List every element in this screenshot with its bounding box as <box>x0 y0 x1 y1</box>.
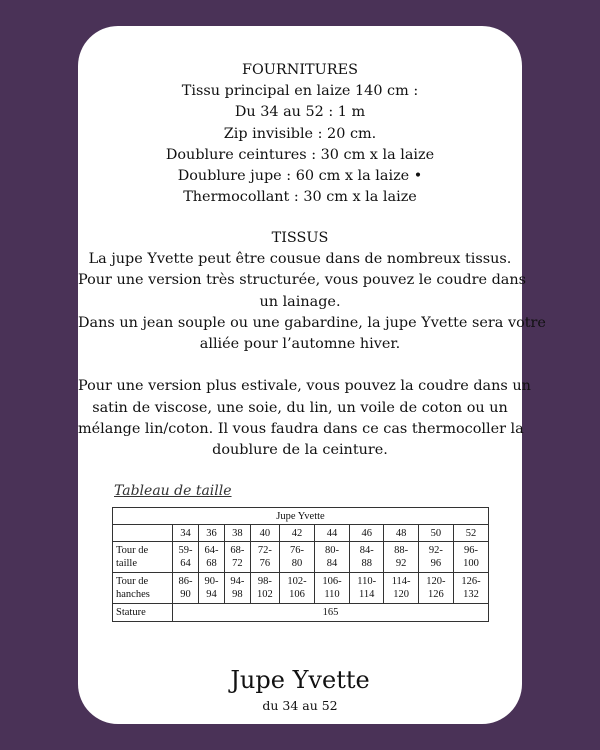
tissus-section <box>78 228 546 461</box>
fournitures-line: Doublure ceintures : 30 cm x la laize <box>165 146 435 163</box>
fournitures-heading: FOURNITURES <box>242 62 358 78</box>
size-cell: 46 <box>350 525 384 542</box>
measure-cell: 64- 68 <box>198 542 224 573</box>
measure-cell: 59- 64 <box>173 542 199 573</box>
tissus-line: satin de viscose, une soie, du lin, un voile de coton ou un <box>92 399 508 416</box>
fournitures-line: Du 34 au 52 : 1 m <box>234 104 366 121</box>
measure-cell: 120- 126 <box>418 573 453 604</box>
tissus-line: alliée pour l’automne hiver. <box>199 336 401 353</box>
tissus-line: Dans un jean souple ou une gabardine, la jupe Yvette sera votre <box>78 314 546 331</box>
measure-cell: 84- 88 <box>350 542 384 573</box>
fournitures-line: Thermocollant : 30 cm x la laize <box>183 189 417 206</box>
size-cell: 48 <box>384 525 418 542</box>
measure-cell: 86- 90 <box>173 573 199 604</box>
size-cell: 36 <box>198 525 224 542</box>
measure-cell: 114- 120 <box>384 573 418 604</box>
stature-label: Stature <box>113 604 173 622</box>
measure-cell: 76- 80 <box>279 542 314 573</box>
size-table-title: Tableau de taille <box>114 483 232 499</box>
size-table <box>112 507 489 622</box>
tissus-blank-line <box>78 355 522 376</box>
measure-cell: 110- 114 <box>350 573 384 604</box>
size-cell: 44 <box>314 525 349 542</box>
size-row <box>113 525 489 542</box>
measure-cell: 94- 98 <box>224 573 250 604</box>
measure-cell: 98- 102 <box>250 573 279 604</box>
tissus-line: Pour une version plus estivale, vous pouvez la coudre dans un <box>78 378 531 395</box>
pattern-title: Jupe Yvette <box>230 666 370 694</box>
instruction-card <box>78 26 546 724</box>
measure-cell: 72- 76 <box>250 542 279 573</box>
size-cell: 38 <box>224 525 250 542</box>
size-table-header: Jupe Yvette <box>113 508 489 525</box>
fournitures-section <box>78 60 522 208</box>
measure-cell: 106- 110 <box>314 573 349 604</box>
size-cell: 42 <box>279 525 314 542</box>
tissus-line: un lainage. <box>259 293 341 310</box>
pattern-size-range: du 34 au 52 <box>262 698 338 713</box>
stature-value: 165 <box>173 604 489 622</box>
measure-cell: 96- 100 <box>453 542 488 573</box>
measure-cell: 126- 132 <box>453 573 488 604</box>
tour-de-hanches-label: Tour de hanches <box>113 573 173 604</box>
measure-cell: 88- 92 <box>384 542 418 573</box>
tissus-line: Pour une version très structurée, vous pouvez le coudre dans <box>78 272 527 289</box>
measure-cell: 92- 96 <box>418 542 453 573</box>
stature-row <box>113 604 489 622</box>
fournitures-line: Doublure jupe : 60 cm x la laize • <box>177 168 423 185</box>
tour-de-hanches-row <box>113 573 489 604</box>
size-cell: 50 <box>418 525 453 542</box>
size-row-label <box>113 525 173 542</box>
tissus-line: doublure de la ceinture. <box>212 442 388 459</box>
tissus-line: mélange lin/coton. Il vous faudra dans ce cas thermocoller la <box>78 420 524 437</box>
size-cell: 52 <box>453 525 488 542</box>
measure-cell: 68- 72 <box>224 542 250 573</box>
measure-cell: 102- 106 <box>279 573 314 604</box>
tour-de-taille-label: Tour de taille <box>113 542 173 573</box>
fournitures-line: Zip invisible : 20 cm. <box>223 125 377 142</box>
size-cell: 40 <box>250 525 279 542</box>
measure-cell: 90- 94 <box>198 573 224 604</box>
tour-de-taille-row <box>113 542 489 573</box>
tissus-heading: TISSUS <box>271 230 329 246</box>
tissus-line: La jupe Yvette peut être cousue dans de nombreux tissus. <box>88 251 512 268</box>
measure-cell: 80- 84 <box>314 542 349 573</box>
size-cell: 34 <box>173 525 199 542</box>
fournitures-line: Tissu principal en laize 140 cm : <box>181 83 419 100</box>
